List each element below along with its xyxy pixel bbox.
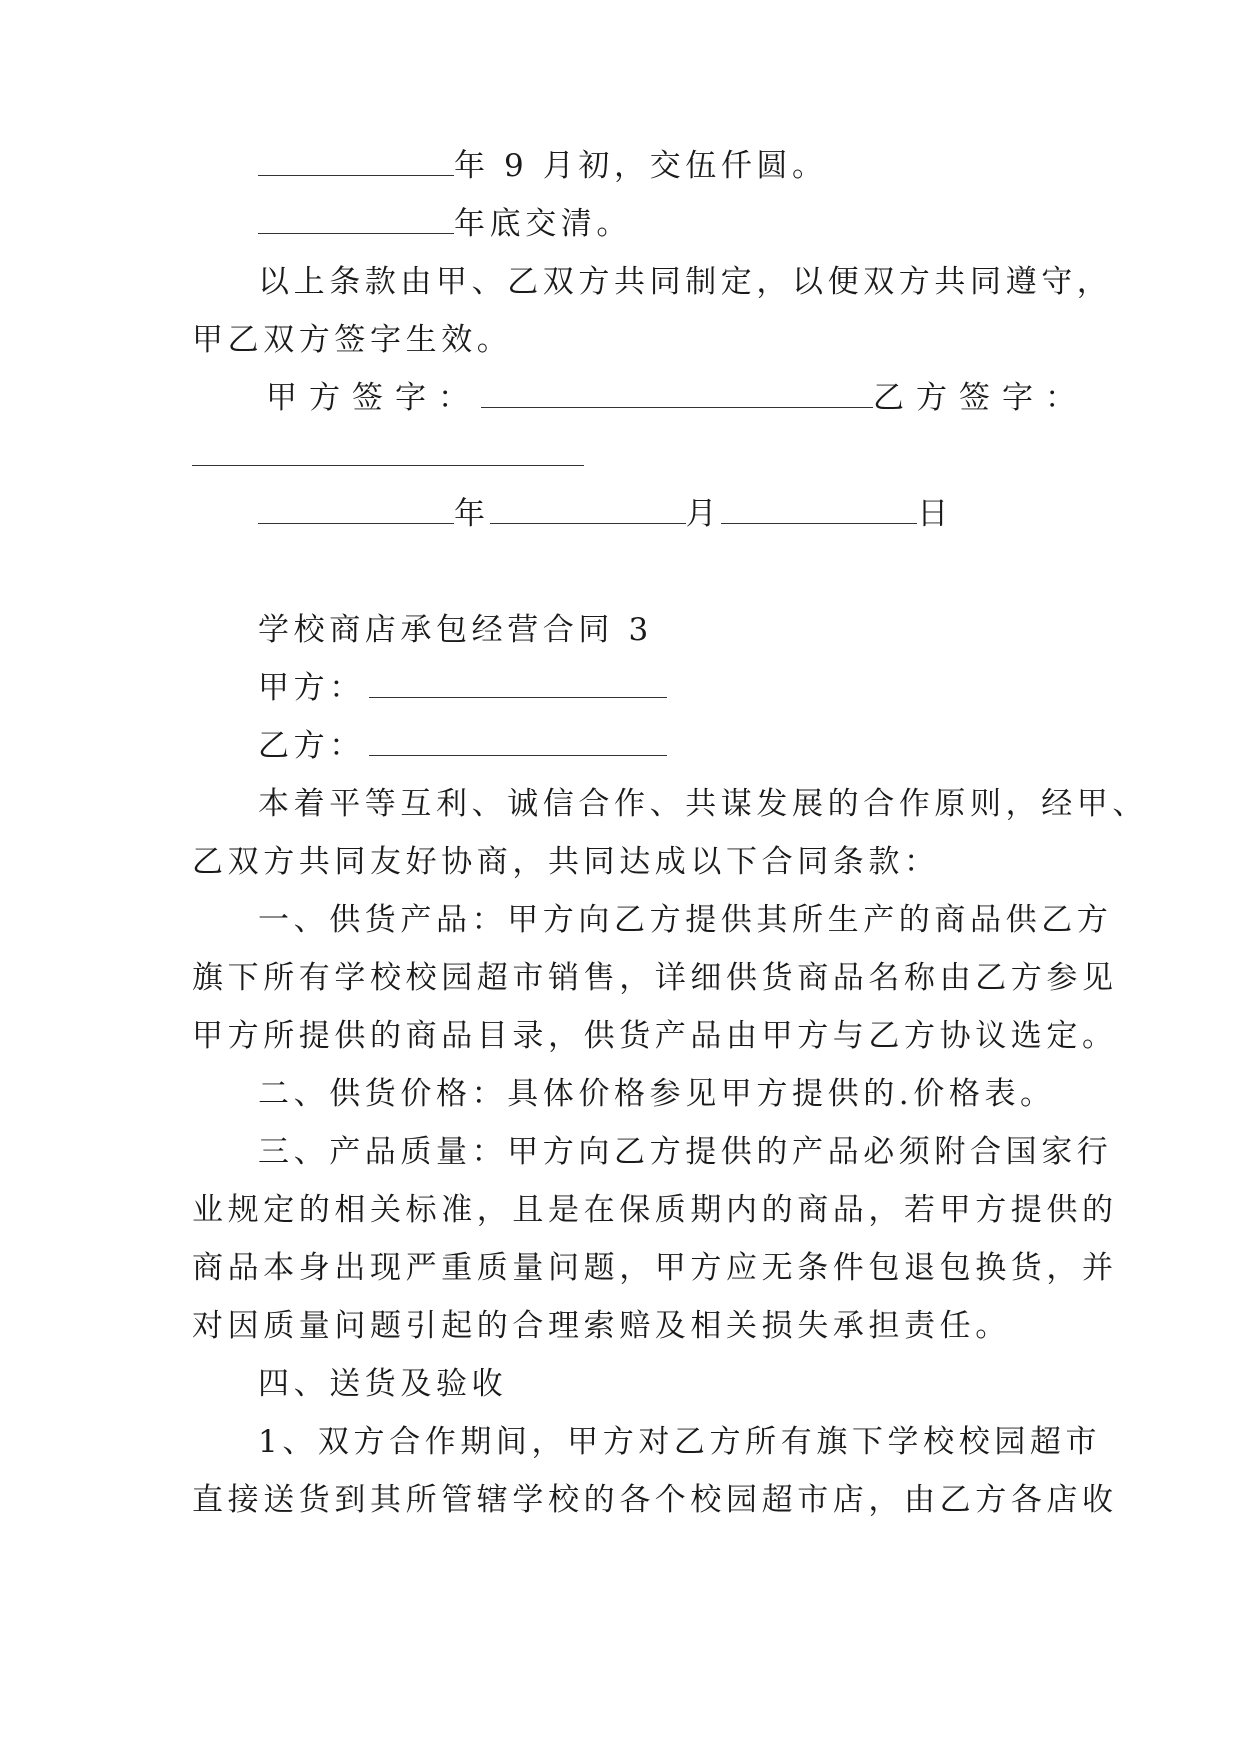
party-b-signature-label: 乙方签字：	[873, 380, 1088, 416]
party-a-blank	[369, 671, 667, 698]
payment-text-1: 年 9 月初，交伍仟圆。	[454, 148, 828, 184]
year-blank	[258, 497, 454, 524]
day-label: 日	[917, 496, 953, 532]
paragraph-line: 旗下所有学校校园超市销售，详细供货商品名称由乙方参见	[192, 960, 1118, 996]
paragraph-line: 以上条款由甲、乙双方共同制定，以便双方共同遵守，	[258, 264, 1113, 300]
paragraph-line: 业规定的相关标准，且是在保质期内的商品，若甲方提供的	[192, 1192, 1118, 1228]
party-b-line	[258, 726, 667, 766]
blank-field	[258, 149, 454, 176]
paragraph-line: 三、产品质量：甲方向乙方提供的产品必须附合国家行	[258, 1134, 1113, 1170]
section-heading: 四、送货及验收	[258, 1366, 508, 1402]
month-blank	[490, 497, 686, 524]
year-label: 年	[454, 496, 490, 532]
party-b-signature-line	[192, 436, 584, 476]
paragraph-line: 商品本身出现严重质量问题，甲方应无条件包退包换货，并	[192, 1250, 1118, 1286]
party-a-label: 甲方：	[258, 670, 365, 706]
party-a-line	[258, 668, 667, 708]
party-b-label: 乙方：	[258, 728, 365, 764]
paragraph-line: 对因质量问题引起的合理索赔及相关损失承担责任。	[192, 1308, 1011, 1344]
payment-line-2	[258, 204, 632, 244]
paragraph-line: 本着平等互利、诚信合作、共谋发展的合作原则，经甲、	[258, 786, 1148, 822]
payment-text-2: 年底交清。	[454, 206, 632, 242]
signature-line	[266, 378, 1088, 418]
date-line	[258, 494, 953, 534]
contract-title: 学校商店承包经营合同 3	[258, 612, 653, 648]
paragraph-line: 1、双方合作期间，甲方对乙方所有旗下学校校园超市	[258, 1424, 1102, 1460]
day-blank	[721, 497, 917, 524]
blank-field	[258, 207, 454, 234]
paragraph-line: 二、供货价格：具体价格参见甲方提供的.价格表。	[258, 1076, 1056, 1112]
party-a-signature-blank	[481, 381, 873, 408]
party-a-signature-label: 甲方签字：	[266, 380, 481, 416]
month-label: 月	[685, 496, 722, 532]
paragraph-line: 甲方所提供的商品目录，供货产品由甲方与乙方协议选定。	[192, 1018, 1118, 1054]
paragraph-line: 乙双方共同友好协商，共同达成以下合同条款：	[192, 844, 940, 880]
party-b-blank	[369, 729, 667, 756]
paragraph-line: 直接送货到其所管辖学校的各个校园超市店，由乙方各店收	[192, 1482, 1118, 1518]
paragraph-line: 甲乙双方签字生效。	[192, 322, 513, 358]
payment-line-1	[258, 146, 828, 186]
paragraph-line: 一、供货产品：甲方向乙方提供其所生产的商品供乙方	[258, 902, 1113, 938]
party-b-signature-blank	[192, 439, 584, 466]
